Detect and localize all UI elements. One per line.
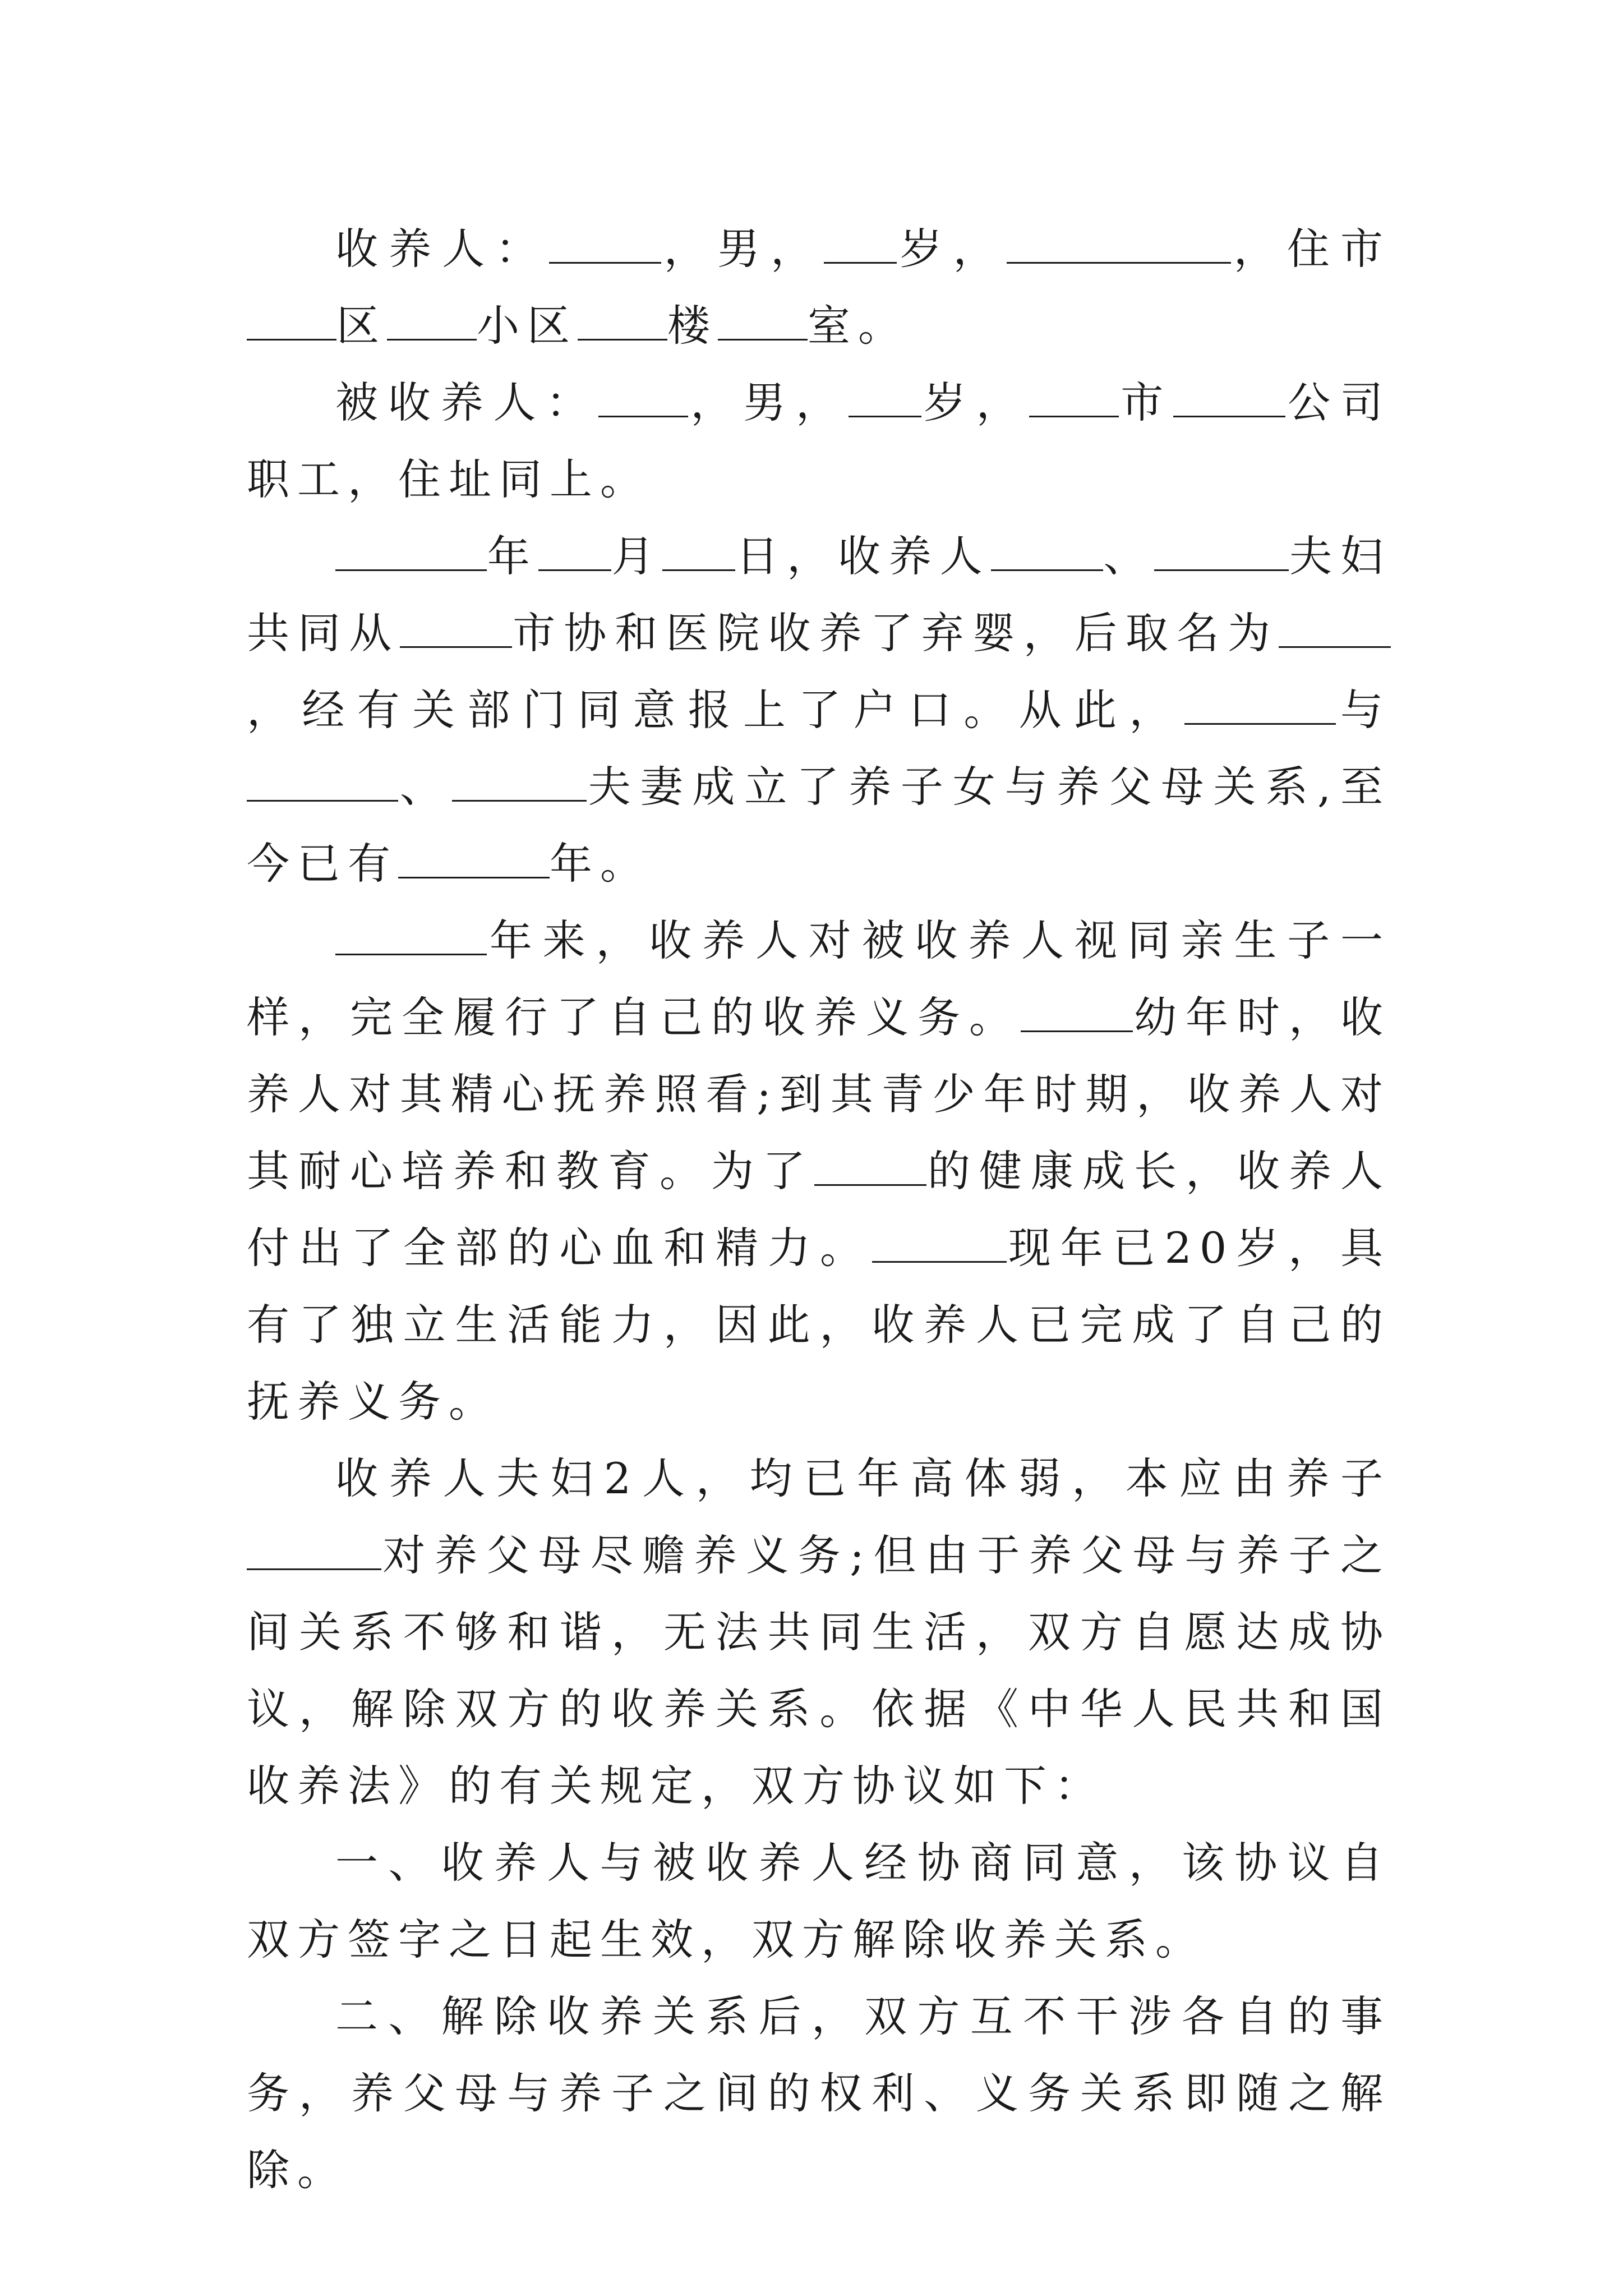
paragraph-text: 市协和医院收养了弃婴，后取名为 [512, 608, 1279, 658]
paragraph-text: 市 [1118, 378, 1174, 427]
paragraph-text: 现年已20岁，具有了独立生活能力，因此，收养人已完成了自己的抚养义务。 [247, 1223, 1391, 1427]
fill-in-blank[interactable] [872, 1226, 1007, 1263]
paragraph-text: 被收养人： [335, 378, 599, 427]
fill-in-blank[interactable] [1029, 381, 1119, 417]
paragraph-text: ，住市 [1230, 224, 1391, 274]
fill-in-blank[interactable] [598, 381, 688, 417]
fill-in-blank[interactable] [1021, 996, 1133, 1032]
fill-in-blank[interactable] [549, 227, 661, 264]
fill-in-blank[interactable] [387, 304, 477, 341]
paragraph-text: 日，收养人 [735, 531, 991, 581]
paragraph-p6 [247, 1824, 1391, 1978]
fill-in-blank[interactable] [991, 535, 1103, 571]
fill-in-blank[interactable] [452, 765, 587, 802]
paragraph-p3 [247, 518, 1391, 902]
paragraph-text: ，男， [688, 378, 849, 427]
paragraph-text: 、 [1103, 531, 1155, 581]
fill-in-blank[interactable] [1184, 688, 1336, 725]
paragraph-text: 夫妻成立了养子女与养父母关系,至今已有 [247, 762, 1391, 889]
document-page [247, 210, 1391, 2208]
paragraph-text: 年。 [550, 839, 651, 889]
paragraph-text: 楼 [667, 301, 718, 351]
paragraph-text: 收养人： [335, 224, 549, 274]
paragraph-text: 与 [1335, 685, 1391, 735]
paragraph-p1 [247, 210, 1391, 364]
fill-in-blank[interactable] [1173, 381, 1285, 417]
paragraph-text: 小区 [477, 301, 578, 351]
paragraph-p5 [247, 1440, 1391, 1824]
paragraph-text: 二、解除收养关系后，双方互不干涉各自的事务，养父母与养子之间的权利、义务关系即随之解除。 [247, 1991, 1391, 2195]
fill-in-blank[interactable] [578, 304, 667, 341]
paragraph-p4 [247, 902, 1391, 1440]
paragraph-p2 [247, 364, 1391, 518]
paragraph-text: 的健康成长，收养人付出了全部的心血和精力。 [247, 1146, 1391, 1273]
paragraph-text: 收养人夫妇2人，均已年高体弱，本应由养子 [335, 1453, 1391, 1503]
paragraph-p7 [247, 1978, 1391, 2208]
paragraph-text: 公司职工，住址同上。 [247, 378, 1391, 504]
paragraph-text: 室。 [808, 301, 909, 351]
fill-in-blank[interactable] [1007, 227, 1231, 264]
paragraph-text: 一、收养人与被收养人经协商同意，该协议自双方签字之日起生效，双方解除收养关系。 [247, 1838, 1391, 1964]
fill-in-blank[interactable] [814, 1149, 926, 1186]
paragraph-text: ，经有关部门同意报上了户口。从此， [247, 685, 1184, 735]
fill-in-blank[interactable] [335, 535, 487, 571]
paragraph-text: 夫妇共同从 [247, 531, 1391, 658]
paragraph-text: 幼年时，收养人对其精心抚养照看;到其青少年时期，收养人对其耐心培养和教育。为了 [247, 992, 1391, 1196]
paragraph-text: 岁， [921, 378, 1029, 427]
paragraph-text: 月 [611, 531, 663, 581]
paragraph-text: 对养父母尽赡养义务;但由于养父母与养子之间关系不够和谐，无法共同生活，双方自愿达成协议，解除双方的收养关系。依据《中华人民共和国收养法》的有关规定，双方协议如下： [247, 1530, 1391, 1811]
paragraph-text: 年来，收养人对被收养人视同亲生子一样，完全履行了自己的收养义务。 [247, 915, 1391, 1042]
fill-in-blank[interactable] [824, 227, 897, 264]
fill-in-blank[interactable] [1279, 611, 1391, 648]
fill-in-blank[interactable] [662, 535, 735, 571]
fill-in-blank[interactable] [247, 765, 398, 802]
fill-in-blank[interactable] [538, 535, 611, 571]
paragraph-text: 区 [336, 301, 387, 351]
fill-in-blank[interactable] [718, 304, 808, 341]
paragraph-text: ，男， [661, 224, 824, 274]
fill-in-blank[interactable] [247, 1534, 381, 1570]
fill-in-blank[interactable] [398, 842, 550, 878]
paragraph-text: 年 [487, 531, 538, 581]
paragraph-text: 、 [398, 762, 452, 812]
fill-in-blank[interactable] [335, 919, 487, 955]
fill-in-blank[interactable] [849, 381, 921, 417]
fill-in-blank[interactable] [247, 304, 336, 341]
fill-in-blank[interactable] [1154, 535, 1289, 571]
fill-in-blank[interactable] [400, 611, 512, 648]
paragraph-text: 岁， [897, 224, 1007, 274]
